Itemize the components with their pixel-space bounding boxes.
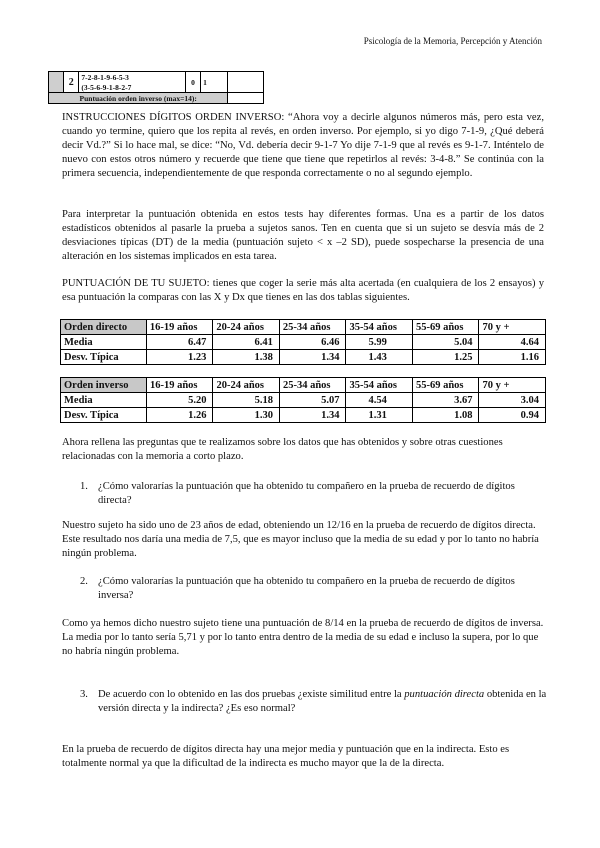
table-cell: 3.67 bbox=[412, 393, 479, 408]
page-header: Psicología de la Memoria, Percepción y Atención bbox=[363, 36, 542, 46]
answer-1: Nuestro sujeto ha sido uno de 23 años de edad, obteniendo un 12/16 en la prueba de recuerdo de dígitos directa. Este resultado nos daría una media de 7,5, que es mayor incluso que la media de su edad y por lo tanto no habría ningún problema. bbox=[62, 520, 539, 559]
table-cell: 0.94 bbox=[479, 408, 546, 423]
table-header-cell: 20-24 años bbox=[213, 378, 280, 393]
table-cell: 1.25 bbox=[412, 350, 479, 365]
table-header-cell: Orden inverso bbox=[61, 378, 147, 393]
table-header-cell: 25-34 años bbox=[279, 320, 346, 335]
trial-number: 2 bbox=[64, 72, 79, 93]
instructions-paragraph: INSTRUCCIONES DÍGITOS ORDEN INVERSO: “Ahora voy a decirle algunos números más, pero esta vez, cuando yo termine, quiero que los repita al revés, en orden inverso. Por ejemplo, si yo digo 7-1-9, ¿Qué deberá decir Vd.?” Si lo hace mal, se dice: “No, Vd. debería decir 9-1-7 Yo dije 7-1-9 que al revés es 9-1-7. Inténtelo de nuevo con estos otros número y recuerde que tiene que tiene que repetirlos al revés: 3-4-8.” Se continúa con la primera secuencia, independientemente de que responda correctamente o no al segundo ejemplo. bbox=[62, 112, 544, 179]
table-cell: 1.34 bbox=[279, 408, 346, 423]
direct-order-table bbox=[60, 319, 546, 365]
table-row bbox=[61, 393, 546, 408]
table-cell: 4.54 bbox=[346, 393, 413, 408]
instructions-questions: Ahora rellena las preguntas que te realizamos sobre los datos que has obtenidos y sobre otras cuestiones relacionadas con la memoria a corto plazo. bbox=[62, 437, 503, 462]
table-header-cell: 16-19 años bbox=[146, 320, 213, 335]
row-label: Desv. Típica bbox=[61, 350, 147, 365]
table-row bbox=[61, 350, 546, 365]
table-cell: 4.64 bbox=[479, 335, 546, 350]
question-text-part: obtenida en la versión directa y la indirecta? ¿Es eso normal? bbox=[98, 689, 547, 714]
table-cell: 5.20 bbox=[146, 393, 213, 408]
question-text-part: De acuerdo con lo obtenido en las dos pruebas ¿existe similitud entre la bbox=[98, 689, 405, 700]
table-row bbox=[61, 408, 546, 423]
table-header-cell: 35-54 años bbox=[346, 378, 413, 393]
table-cell: 1.30 bbox=[213, 408, 280, 423]
table-cell: 5.04 bbox=[412, 335, 479, 350]
interpretation-paragraph: Para interpretar la puntuación obtenida en estos tests hay diferentes formas. Una es a partir de los datos estadísticos obtenidos al pasarle la prueba a sujetos sanos. Ten en cuenta que si un sujeto se desvía más de 2 desviaciones típicas (DT) de la media (puntuación sujeto < x –2 SD), puede sospecharse la presencia de una alteración en los sistemas implicados en esta tarea. bbox=[62, 209, 544, 262]
question-text: ¿Cómo valorarías la puntuación que ha obtenido tu compañero en la prueba de recuerdo de dígitos inversa? bbox=[98, 576, 515, 601]
table-header-cell: Orden directo bbox=[61, 320, 147, 335]
answer-3: En la prueba de recuerdo de dígitos directa hay una mejor media y puntuación que en la indirecta. Esto es totalmente normal ya que la dificultad de la indirecta es mucho mayor que la de la directa. bbox=[62, 744, 510, 769]
inverse-order-table bbox=[60, 377, 546, 423]
subject-score-paragraph: PUNTUACIÓN DE TU SUJETO: tienes que coger la serie más alta acertada (en cualquiera de los 2 ensayos) y esa puntuación la comparas con las X y Dx que tienes en las dos tablas siguientes. bbox=[62, 278, 544, 303]
table-header-row bbox=[61, 320, 546, 335]
table-header-cell: 55-69 años bbox=[412, 320, 479, 335]
row-label: Desv. Típica bbox=[61, 408, 147, 423]
table-cell: 1.26 bbox=[146, 408, 213, 423]
table-cell: 1.34 bbox=[279, 350, 346, 365]
question-text bbox=[98, 688, 548, 716]
table-cell: 5.07 bbox=[279, 393, 346, 408]
table-cell: 3.04 bbox=[479, 393, 546, 408]
answer-2: Como ya hemos dicho nuestro sujeto tiene una puntuación de 8/14 en la prueba de recuerdo de dígitos de inversa. La media por lo tanto sería 5,71 y por lo tanto entra dentro de la media de su edad e incluso la supera, por lo que no habría ningún problema. bbox=[62, 618, 544, 657]
sequence-line: 7-2-8-1-9-6-5-3 bbox=[79, 72, 185, 83]
table-header-cell: 20-24 años bbox=[213, 320, 280, 335]
table-cell: 6.41 bbox=[213, 335, 280, 350]
digit-span-score-table bbox=[48, 71, 264, 104]
table-cell: 6.46 bbox=[279, 335, 346, 350]
table-header-row bbox=[61, 378, 546, 393]
table-cell: 1.23 bbox=[146, 350, 213, 365]
question-number: 1. bbox=[80, 481, 88, 492]
table-cell: 5.99 bbox=[346, 335, 413, 350]
score-value-cell bbox=[228, 93, 264, 104]
table-cell bbox=[228, 72, 264, 93]
table-header-cell: 70 y + bbox=[479, 320, 546, 335]
table-header-cell: 16-19 años bbox=[146, 378, 213, 393]
row-label: Media bbox=[61, 393, 147, 408]
table-header-cell: 55-69 años bbox=[412, 378, 479, 393]
table-header-cell: 25-34 años bbox=[279, 378, 346, 393]
table-cell: 1.16 bbox=[479, 350, 546, 365]
score-cell: 1 bbox=[201, 72, 228, 93]
table-cell: 1.08 bbox=[412, 408, 479, 423]
table-row bbox=[61, 335, 546, 350]
sequence-line: (3-5-6-9-1-8-2-7 bbox=[79, 82, 185, 93]
row-label: Media bbox=[61, 335, 147, 350]
table-cell: 5.18 bbox=[213, 393, 280, 408]
table-cell: 1.31 bbox=[346, 408, 413, 423]
question-number: 2. bbox=[80, 576, 88, 587]
table-cell: 6.47 bbox=[146, 335, 213, 350]
score-cell: 0 bbox=[185, 72, 200, 93]
table-cell: 1.43 bbox=[346, 350, 413, 365]
table-header-cell: 35-54 años bbox=[346, 320, 413, 335]
table-cell bbox=[49, 72, 64, 93]
table-cell: 1.38 bbox=[213, 350, 280, 365]
table-header-cell: 70 y + bbox=[479, 378, 546, 393]
question-number: 3. bbox=[80, 689, 88, 700]
score-label: Puntuación orden inverso (max=14): bbox=[49, 93, 228, 104]
question-text: ¿Cómo valorarías la puntuación que ha obtenido tu compañero en la prueba de recuerdo de dígitos directa? bbox=[98, 481, 515, 506]
question-emphasis: puntuación directa bbox=[404, 689, 485, 700]
